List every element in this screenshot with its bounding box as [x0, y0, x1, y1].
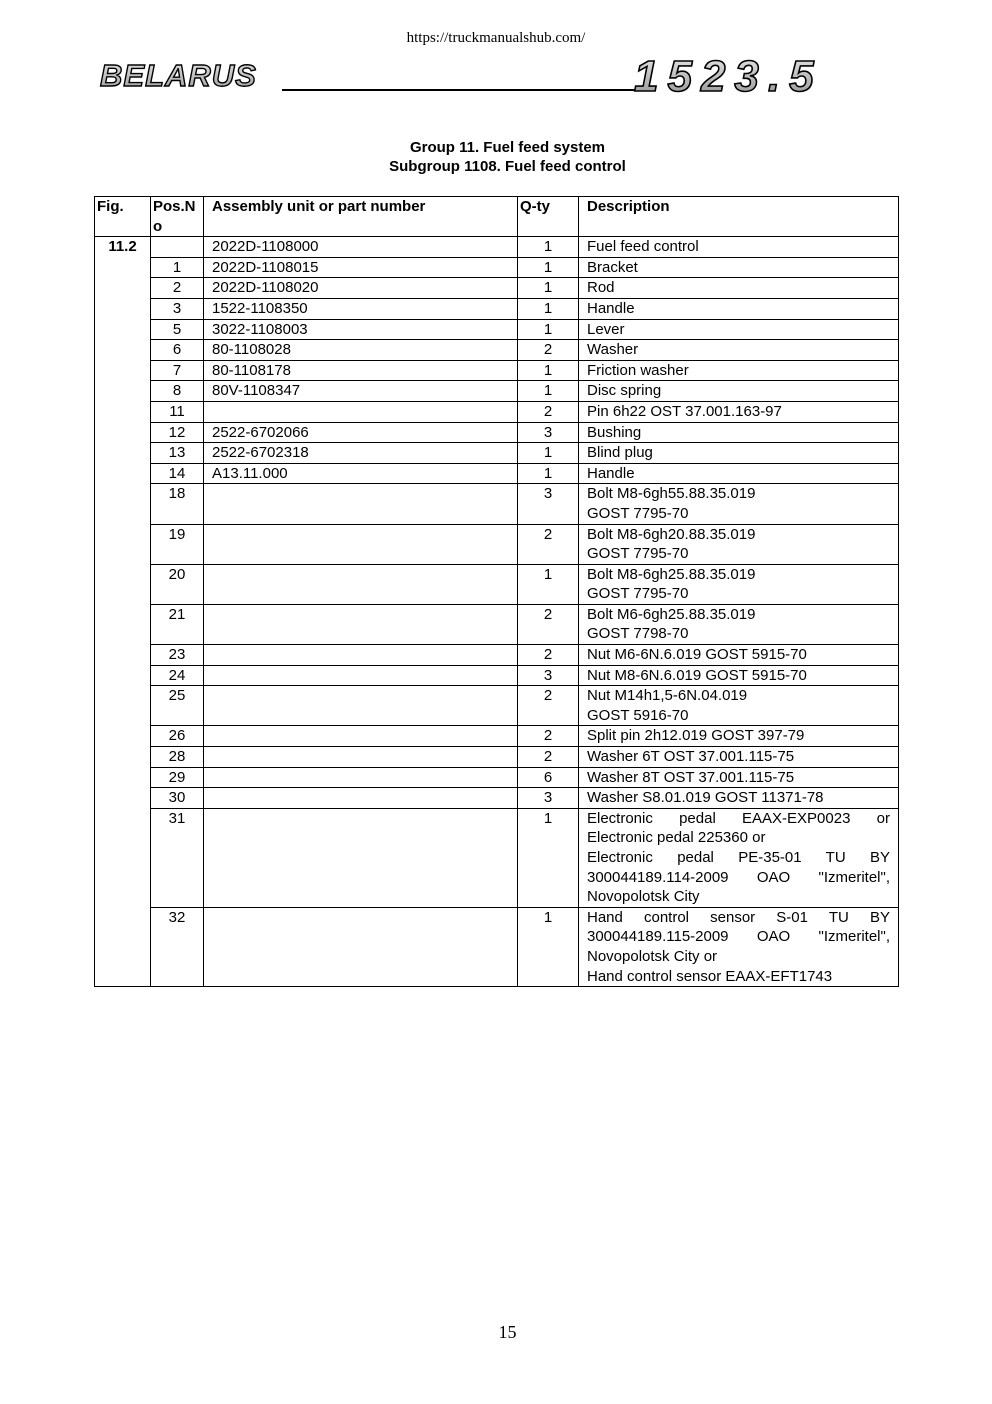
pos-cell: 23 — [151, 645, 204, 666]
part-number-cell: 80-1108028 — [204, 340, 518, 361]
part-number-cell — [204, 788, 518, 809]
section-title — [0, 138, 992, 176]
pos-cell: 7 — [151, 360, 204, 381]
description-cell — [579, 278, 899, 299]
pos-cell: 25 — [151, 686, 204, 726]
header-qty: Q-ty — [518, 197, 579, 237]
parts-table — [94, 196, 899, 987]
description-line: Electronic pedal PE-35-01 TU BY — [587, 849, 890, 866]
part-number-cell: 2022D-1108000 — [204, 237, 518, 258]
qty-cell: 2 — [518, 604, 579, 644]
part-number-cell: 80-1108178 — [204, 360, 518, 381]
description-line: Friction washer — [587, 361, 689, 379]
part-number-cell — [204, 484, 518, 524]
part-number-cell — [204, 645, 518, 666]
qty-cell: 1 — [518, 360, 579, 381]
description-line: Nut M14h1,5-6N.04.019 — [587, 687, 748, 705]
description-cell — [579, 257, 899, 278]
description-line: Washer S8.01.019 GOST 11371-78 — [587, 789, 824, 807]
table-row — [95, 298, 899, 319]
qty-cell: 2 — [518, 645, 579, 666]
description-cell — [579, 443, 899, 464]
part-number-cell — [204, 747, 518, 768]
pos-cell: 26 — [151, 726, 204, 747]
description-line: GOST 7795-70 — [587, 545, 689, 563]
description-line: Blind plug — [587, 444, 653, 462]
description-line: Split pin 2h12.019 GOST 397-79 — [587, 727, 805, 745]
qty-cell: 3 — [518, 788, 579, 809]
qty-cell: 1 — [518, 564, 579, 604]
table-row — [95, 257, 899, 278]
pos-cell: 18 — [151, 484, 204, 524]
description-line: Bolt M8-6gh25.88.35.019 — [587, 565, 756, 583]
belarus-logo — [96, 58, 286, 99]
qty-cell: 2 — [518, 686, 579, 726]
qty-cell: 2 — [518, 726, 579, 747]
description-cell — [579, 808, 899, 907]
belarus-logo-graphic — [96, 58, 286, 94]
part-number-cell — [204, 907, 518, 986]
table-row — [95, 665, 899, 686]
description-line: Novopolotsk City or — [587, 947, 718, 965]
header-pos: Pos.No — [151, 197, 204, 237]
description-line: GOST 5916-70 — [587, 706, 689, 724]
header-rule — [282, 89, 636, 91]
description-line: Disc spring — [587, 382, 662, 400]
description-line: GOST 7795-70 — [587, 585, 689, 603]
model-text: 1523.5 — [634, 55, 823, 97]
part-number-cell — [204, 665, 518, 686]
description-line: Washer 6T OST 37.001.115-75 — [587, 748, 795, 766]
description-line: Bolt M8-6gh55.88.35.019 — [587, 485, 756, 503]
part-number-cell: 2522-6702066 — [204, 422, 518, 443]
pos-cell: 24 — [151, 665, 204, 686]
table-row — [95, 686, 899, 726]
description-line: Rod — [587, 279, 615, 297]
table-row — [95, 524, 899, 564]
table-row — [95, 381, 899, 402]
pos-cell: 11 — [151, 401, 204, 422]
qty-cell: 1 — [518, 381, 579, 402]
header-part: Assembly unit or part number — [204, 197, 518, 237]
header-fig: Fig. — [95, 197, 151, 237]
qty-cell: 1 — [518, 319, 579, 340]
description-line: GOST 7798-70 — [587, 625, 689, 643]
table-row — [95, 767, 899, 788]
table-row — [95, 278, 899, 299]
qty-cell: 1 — [518, 257, 579, 278]
description-line: Nut M6-6N.6.019 GOST 5915-70 — [587, 646, 807, 664]
part-number-cell: 3022-1108003 — [204, 319, 518, 340]
subgroup-title: Subgroup 1108. Fuel feed control — [389, 158, 626, 175]
pos-cell: 12 — [151, 422, 204, 443]
part-number-cell: 2522-6702318 — [204, 443, 518, 464]
table-row — [95, 747, 899, 768]
qty-cell: 2 — [518, 747, 579, 768]
table-row — [95, 340, 899, 361]
pos-cell: 29 — [151, 767, 204, 788]
pos-cell: 21 — [151, 604, 204, 644]
part-number-cell — [204, 604, 518, 644]
description-cell — [579, 524, 899, 564]
description-cell — [579, 564, 899, 604]
description-line: Bushing — [587, 423, 642, 441]
description-line: Handle — [587, 299, 635, 317]
description-cell — [579, 665, 899, 686]
description-cell — [579, 788, 899, 809]
pos-cell: 20 — [151, 564, 204, 604]
table-row — [95, 726, 899, 747]
model-logo-graphic — [632, 55, 912, 97]
qty-cell: 2 — [518, 340, 579, 361]
pos-cell — [151, 237, 204, 258]
pos-cell: 30 — [151, 788, 204, 809]
qty-cell: 3 — [518, 422, 579, 443]
description-cell — [579, 381, 899, 402]
part-number-cell: 2022D-1108015 — [204, 257, 518, 278]
part-number-cell: 2022D-1108020 — [204, 278, 518, 299]
table-body — [95, 237, 899, 987]
description-cell — [579, 422, 899, 443]
pos-cell: 5 — [151, 319, 204, 340]
description-line: 300044189.114-2009 OAO "Izmeritel", — [587, 868, 890, 886]
table-row — [95, 604, 899, 644]
table-row — [95, 443, 899, 464]
description-line: Nut M8-6N.6.019 GOST 5915-70 — [587, 666, 807, 684]
header-desc: Description — [579, 197, 899, 237]
description-line: Hand control sensor S-01 TU BY — [587, 908, 890, 926]
description-cell — [579, 604, 899, 644]
pos-cell: 6 — [151, 340, 204, 361]
description-cell — [579, 340, 899, 361]
qty-cell: 6 — [518, 767, 579, 788]
description-line: Bolt M6-6gh25.88.35.019 — [587, 605, 756, 623]
source-url[interactable]: https://truckmanualshub.com/ — [406, 30, 586, 46]
description-cell — [579, 463, 899, 484]
part-number-cell — [204, 401, 518, 422]
pos-cell: 13 — [151, 443, 204, 464]
pos-cell: 32 — [151, 907, 204, 986]
pos-cell: 3 — [151, 298, 204, 319]
description-line: Hand control sensor EAAX-EFT1743 — [587, 967, 833, 985]
description-cell — [579, 237, 899, 258]
description-line: Fuel feed control — [587, 238, 699, 256]
description-line: Bolt M8-6gh20.88.35.019 — [587, 525, 756, 543]
table-header-row — [95, 197, 899, 237]
part-number-cell: 1522-1108350 — [204, 298, 518, 319]
qty-cell: 1 — [518, 808, 579, 907]
qty-cell: 1 — [518, 443, 579, 464]
model-logo — [632, 55, 912, 102]
pos-cell: 2 — [151, 278, 204, 299]
description-cell — [579, 747, 899, 768]
description-line: Pin 6h22 OST 37.001.163-97 — [587, 402, 782, 420]
pos-cell: 1 — [151, 257, 204, 278]
description-cell — [579, 686, 899, 726]
qty-cell: 2 — [518, 401, 579, 422]
qty-cell: 1 — [518, 463, 579, 484]
part-number-cell — [204, 726, 518, 747]
description-line: Washer — [587, 341, 639, 359]
part-number-cell: A13.11.000 — [204, 463, 518, 484]
table-row — [95, 645, 899, 666]
part-number-cell — [204, 808, 518, 907]
description-cell — [579, 319, 899, 340]
fig-cell: 11.2 — [95, 237, 151, 987]
description-line: GOST 7795-70 — [587, 504, 689, 522]
description-line: Novopolotsk City — [587, 888, 700, 906]
pos-cell: 8 — [151, 381, 204, 402]
qty-cell: 3 — [518, 665, 579, 686]
part-number-cell — [204, 767, 518, 788]
table-row — [95, 564, 899, 604]
qty-cell: 1 — [518, 237, 579, 258]
pos-cell: 14 — [151, 463, 204, 484]
table-row — [95, 401, 899, 422]
table-row — [95, 237, 899, 258]
part-number-cell — [204, 524, 518, 564]
table-row — [95, 463, 899, 484]
table-row — [95, 319, 899, 340]
description-line: Electronic pedal 225360 or — [587, 829, 766, 847]
part-number-cell — [204, 564, 518, 604]
table-row — [95, 788, 899, 809]
pos-cell: 28 — [151, 747, 204, 768]
qty-cell: 3 — [518, 484, 579, 524]
table-row — [95, 484, 899, 524]
description-line: Electronic pedal EAAX-EXP0023 or — [587, 809, 890, 827]
description-cell — [579, 298, 899, 319]
table-row — [95, 422, 899, 443]
qty-cell: 2 — [518, 524, 579, 564]
description-cell — [579, 726, 899, 747]
description-line: Handle — [587, 464, 635, 482]
description-line: Lever — [587, 320, 625, 338]
qty-cell: 1 — [518, 907, 579, 986]
pos-cell: 19 — [151, 524, 204, 564]
description-cell — [579, 907, 899, 986]
part-number-cell: 80V-1108347 — [204, 381, 518, 402]
page-number: 15 — [498, 1322, 517, 1342]
part-number-cell — [204, 686, 518, 726]
pos-cell: 31 — [151, 808, 204, 907]
qty-cell: 1 — [518, 298, 579, 319]
qty-cell: 1 — [518, 278, 579, 299]
description-line: Bracket — [587, 258, 638, 276]
brand-text: BELARUS — [100, 58, 257, 93]
table-row — [95, 907, 899, 986]
description-cell — [579, 767, 899, 788]
table-row — [95, 360, 899, 381]
description-cell — [579, 645, 899, 666]
group-title: Group 11. Fuel feed system — [409, 139, 606, 156]
description-line: 300044189.115-2009 OAO "Izmeritel", — [587, 928, 890, 946]
description-cell — [579, 484, 899, 524]
description-cell — [579, 360, 899, 381]
table-row — [95, 808, 899, 907]
description-cell — [579, 401, 899, 422]
description-line: Washer 8T OST 37.001.115-75 — [587, 768, 795, 786]
